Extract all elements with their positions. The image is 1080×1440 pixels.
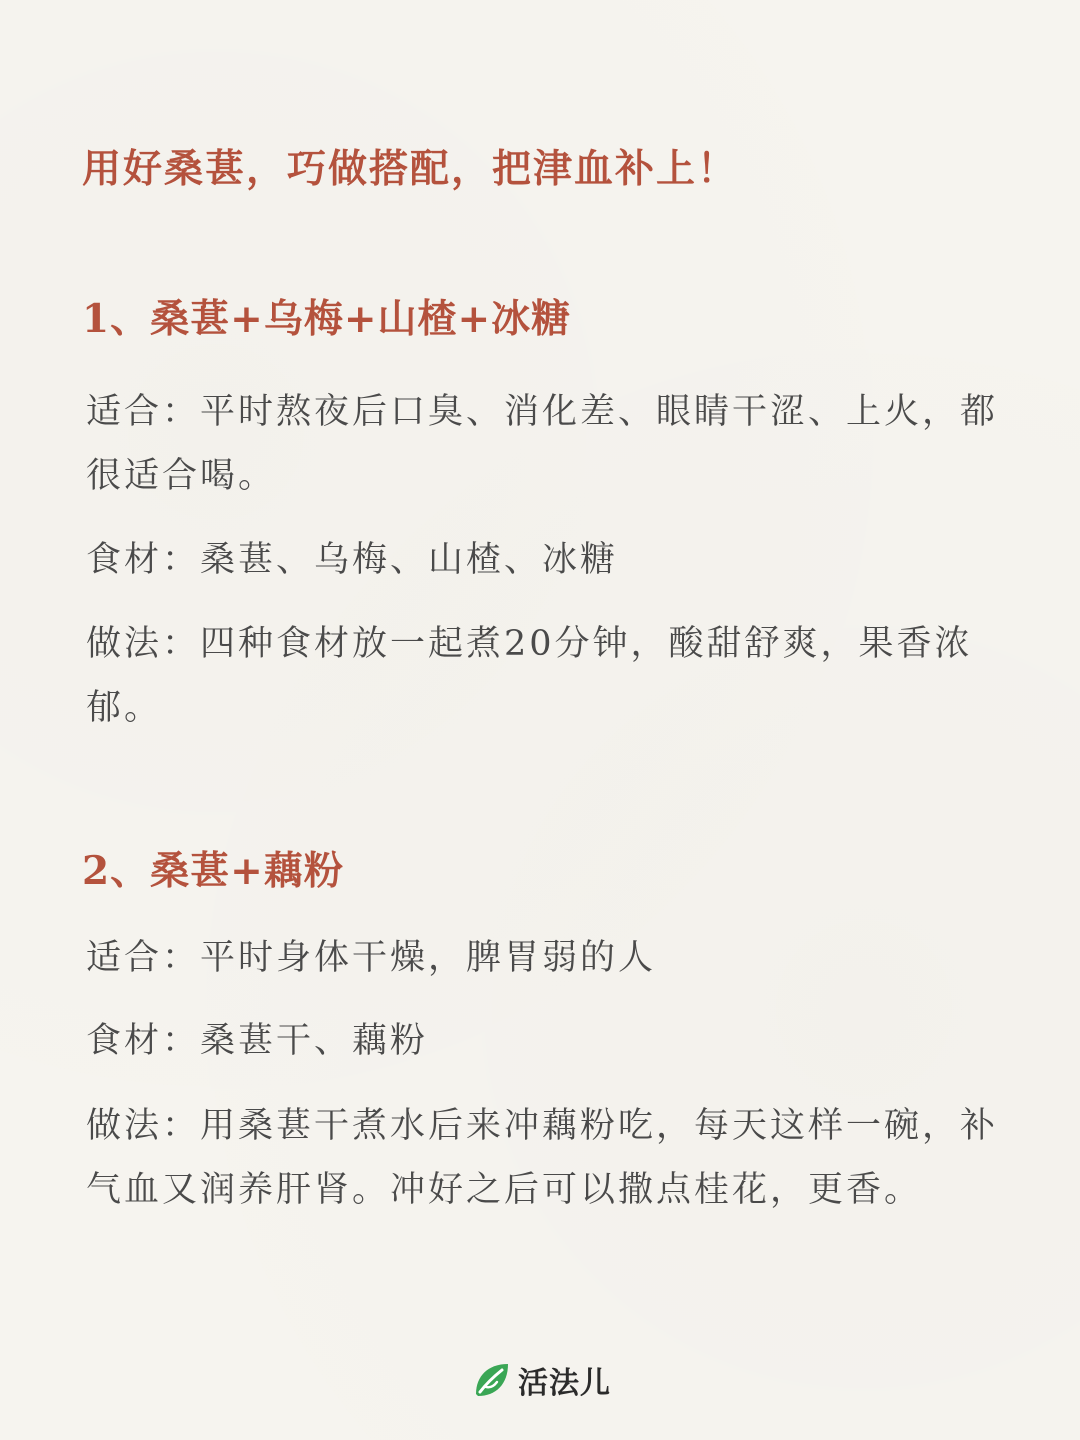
article-title: 用好桑葚，巧做搭配，把津血补上！: [82, 146, 739, 192]
section-1-ingredients: 食材：桑葚、乌梅、山楂、冰糖: [86, 540, 619, 580]
section-1-suitable: 适合：平时熬夜后口臭、消化差、眼睛干涩、上火，都很适合喝。: [86, 392, 999, 496]
section-1-heading: 1、桑葚+乌梅+山楂+冰糖: [82, 296, 572, 342]
leaf-icon: [472, 1360, 512, 1400]
section-1-method: 做法：四种食材放一起煮20分钟，酸甜舒爽，果香浓郁。: [86, 624, 973, 728]
brand-name: 活法儿: [518, 1366, 611, 1401]
brand-logo: [472, 1358, 611, 1402]
section-2-heading: 2、桑葚+藕粉: [82, 848, 344, 894]
section-2-suitable: 适合：平时身体干燥，脾胃弱的人: [86, 938, 657, 978]
section-2-method: 做法：用桑葚干煮水后来冲藕粉吃，每天这样一碗，补气血又润养肝肾。冲好之后可以撒点桂花，更香。: [86, 1106, 999, 1210]
section-2-ingredients: 食材：桑葚干、藕粉: [86, 1021, 429, 1061]
